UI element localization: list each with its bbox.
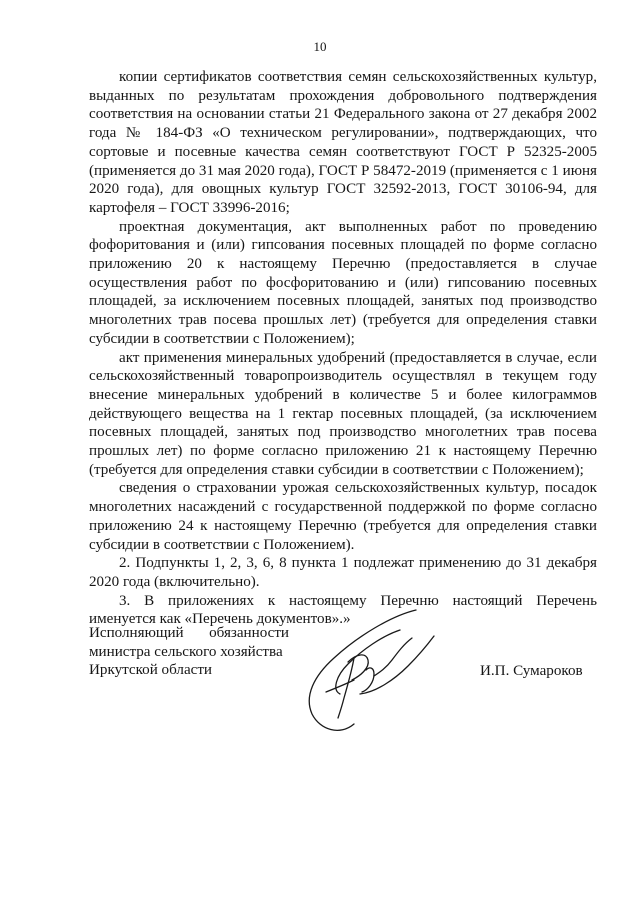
paragraph-clause-3: 3. В приложениях к настоящему Перечню настоящий Перечень именуется как «Перечень документов».»: [89, 592, 597, 628]
paragraph-fertilizer-act: акт применения минеральных удобрений (предоставляется в случае, если сельскохозяйственный товаропроизводитель осуществлял в текущем году внесение минеральных удобрений в количестве 5 и более килограммов действующего вещества на 1 гектар посевных площадей, (за исключением посевных площадей, занятых под производство многолетних трав посева прошлых лет) по форме согласно приложению 21 к настоящему Перечню (требуется для определения ставки субсидии в соответствии с Положением);: [89, 349, 597, 478]
signatory-title-line: Исполняющий обязанности: [89, 625, 289, 641]
handwritten-signature: [296, 596, 456, 746]
signatory-title: [89, 624, 289, 680]
paragraph-seed-certificates: копии сертификатов соответствия семян сельскохозяйственных культур, выданных по результатам прохождения добровольного подтверждения соответствия на основании статьи 21 Федерального закона от 27 декабря 2002 года № 184-ФЗ «О техническом регулировании», подтверждающих, что сортовые и посевные качества семян соответствуют ГОСТ Р 52325-2005 (применяется до 31 мая 2020 года), ГОСТ Р 58472-2019 (применяется с 1 июня 2020 года), для овощных культур ГОСТ 32592-2013, ГОСТ 30106-94, для картофеля – ГОСТ 33996-2016;: [89, 69, 597, 216]
paragraph-project-documentation: проектная документация, акт выполненных работ по проведению фофоритования и (или) гипсования посевных площадей по форме согласно приложению 20 к настоящему Перечню (предоставляется в случае осуществления работ по фосфоритованию и (или) гипсованию посевных площадей, за исключением посевных площадей, занятых под производство многолетних трав посева прошлых лет) (требуется для определения ставки субсидии в соответствии с Положением);: [89, 218, 597, 347]
signatory-title-line: Иркутской области: [89, 662, 213, 679]
signatory-title-line: министра сельского хозяйства: [89, 643, 283, 660]
page-number: 10: [313, 39, 327, 54]
signer-name: И.П. Сумароков: [480, 663, 583, 679]
document-body: [89, 68, 597, 629]
paragraph-clause-2: 2. Подпункты 1, 2, 3, 6, 8 пункта 1 подлежат применению до 31 декабря 2020 года (включительно).: [89, 555, 597, 590]
paragraph-crop-insurance: сведения о страховании урожая сельскохозяйственных культур, посадок многолетних насаждений с государственной поддержкой по форме согласно приложению 24 к настоящему Перечню (требуется для определения ставки субсидии в соответствии с Положением).: [89, 480, 597, 553]
